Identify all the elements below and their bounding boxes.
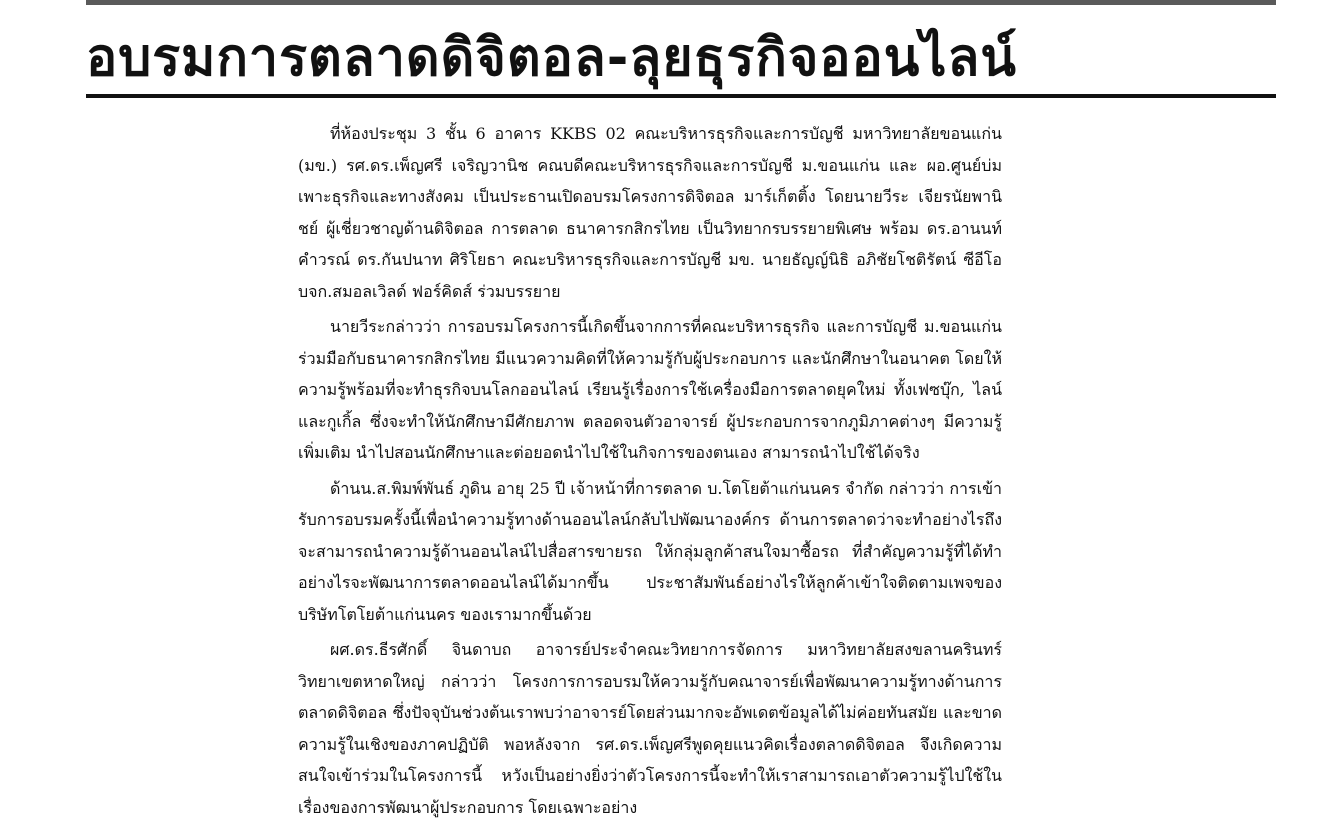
paragraph-pimpan-quote: ด้านน.ส.พิมพ์พันธ์ ภูดิน อายุ 25 ปี เจ้าหน้าที่การตลาด บ.โตโยต้าแก่นนคร จำกัด กล่าวว่า การเข้ารับการอบรมครั้งนี้เพื่อนำความรู้ทางด้านออนไลน์กลับไปพัฒนาองค์กร ด้านการตลาดว่าจะทำอย่างไรถึงจะสามารถนำความรู้ด้านออนไลน์ไปสื่อสารขายรถ ให้กลุ่มลูกค้าสนใจมาซื้อรถ ที่สำคัญความรู้ที่ได้ทำอย่างไรจะพัฒนาการตลาดออนไลน์ได้มากขึ้น ประชาสัมพันธ์อย่างไรให้ลูกค้าเข้าใจติดตามเพจของบริษัทโตโยต้าแก่นนคร ของเรามากขึ้นด้วย xyxy=(298,478,1002,624)
headline: อบรมการตลาดดิจิตอล-ลุยธุรกิจออนไลน์ xyxy=(86,28,1017,88)
headline-underline xyxy=(86,94,1276,98)
top-rule xyxy=(86,0,1276,5)
article-body xyxy=(298,118,1002,840)
paragraph-opening: ที่ห้องประชุม 3 ชั้น 6 อาคาร KKBS 02 คณะบริหารธุรกิจและการบัญชี มหาวิทยาลัยขอนแก่น (มข.) รศ.ดร.เพ็ญศรี เจริญวานิช คณบดีคณะบริหารธุรกิจและการบัญชี ม.ขอนแก่น และ ผอ.ศูนย์บ่มเพาะธุรกิจและทางสังคม เป็นประธานเปิดอบรมโครงการดิจิตอล มาร์เก็ตติ้ง โดยนายวีระ เจียรนัยพานิชย์ ผู้เชี่ยวชาญด้านดิจิตอล การตลาด ธนาคารกสิกรไทย เป็นวิทยากรบรรยายพิเศษ พร้อม ดร.อานนท์ คำวรณ์ ดร.กันปนาท ศิริโยธา คณะบริหารธุรกิจและการบัญชี มข. นายธัญญ์นิธิ อภิชัยโชติรัตน์ ซีอีโอ บจก.สมอลเวิลด์ ฟอร์คิดส์ ร่วมบรรยาย xyxy=(298,124,1002,301)
paragraph-veera-quote: นายวีระกล่าวว่า การอบรมโครงการนี้เกิดขึ้นจากการที่คณะบริหารธุรกิจ และการบัญชี ม.ขอนแก่น ร่วมมือกับธนาคารกสิกรไทย มีแนวความคิดที่ให้ความรู้กับผู้ประกอบการ และนักศึกษาในอนาคต โดยให้ความรู้พร้อมที่จะทำธุรกิจบนโลกออนไลน์ เรียนรู้เรื่องการใช้เครื่องมือการตลาดยุคใหม่ ทั้งเฟซบุ๊ก, ไลน์ และกูเกิ้ล ซึ่งจะทำให้นักศึกษามีศักยภาพ ตลอดจนตัวอาจารย์ ผู้ประกอบการจากภูมิภาคต่างๆ มีความรู้เพิ่มเติม นำไปสอนนักศึกษาและต่อยอดนำไปใช้ในกิจการของตนเอง สามารถนำไปใช้ได้จริง xyxy=(298,317,1002,462)
paragraph-theerasak-quote: ผศ.ดร.ธีรศักดิ์ จินดาบถ อาจารย์ประจำคณะวิทยาการจัดการ มหาวิทยาลัยสงขลานครินทร์ วิทยาเขตหาดใหญ่ กล่าวว่า โครงการการอบรมให้ความรู้กับคณาจารย์เพื่อพัฒนาความรู้ทางด้านการตลาดดิจิตอล ซึ่งปัจจุบันช่วงต้นเราพบว่าอาจารย์โดยส่วนมากจะอัพเดตข้อมูลได้ไม่ค่อยทันสมัย และขาดความรู้ในเชิงของภาคปฏิบัติ พอหลังจาก รศ.ดร.เพ็ญศรีพูดคุยแนวคิดเรื่องตลาดดิจิตอล จึงเกิดความสนใจเข้าร่วมในโครงการนี้ หวังเป็นอย่างยิ่งว่าตัวโครงการนี้จะทำให้เราสามารถเอาตัวความรู้ไปใช้ในเรื่องของการพัฒนาผู้ประกอบการ โดยเฉพาะอย่าง xyxy=(298,640,1002,817)
